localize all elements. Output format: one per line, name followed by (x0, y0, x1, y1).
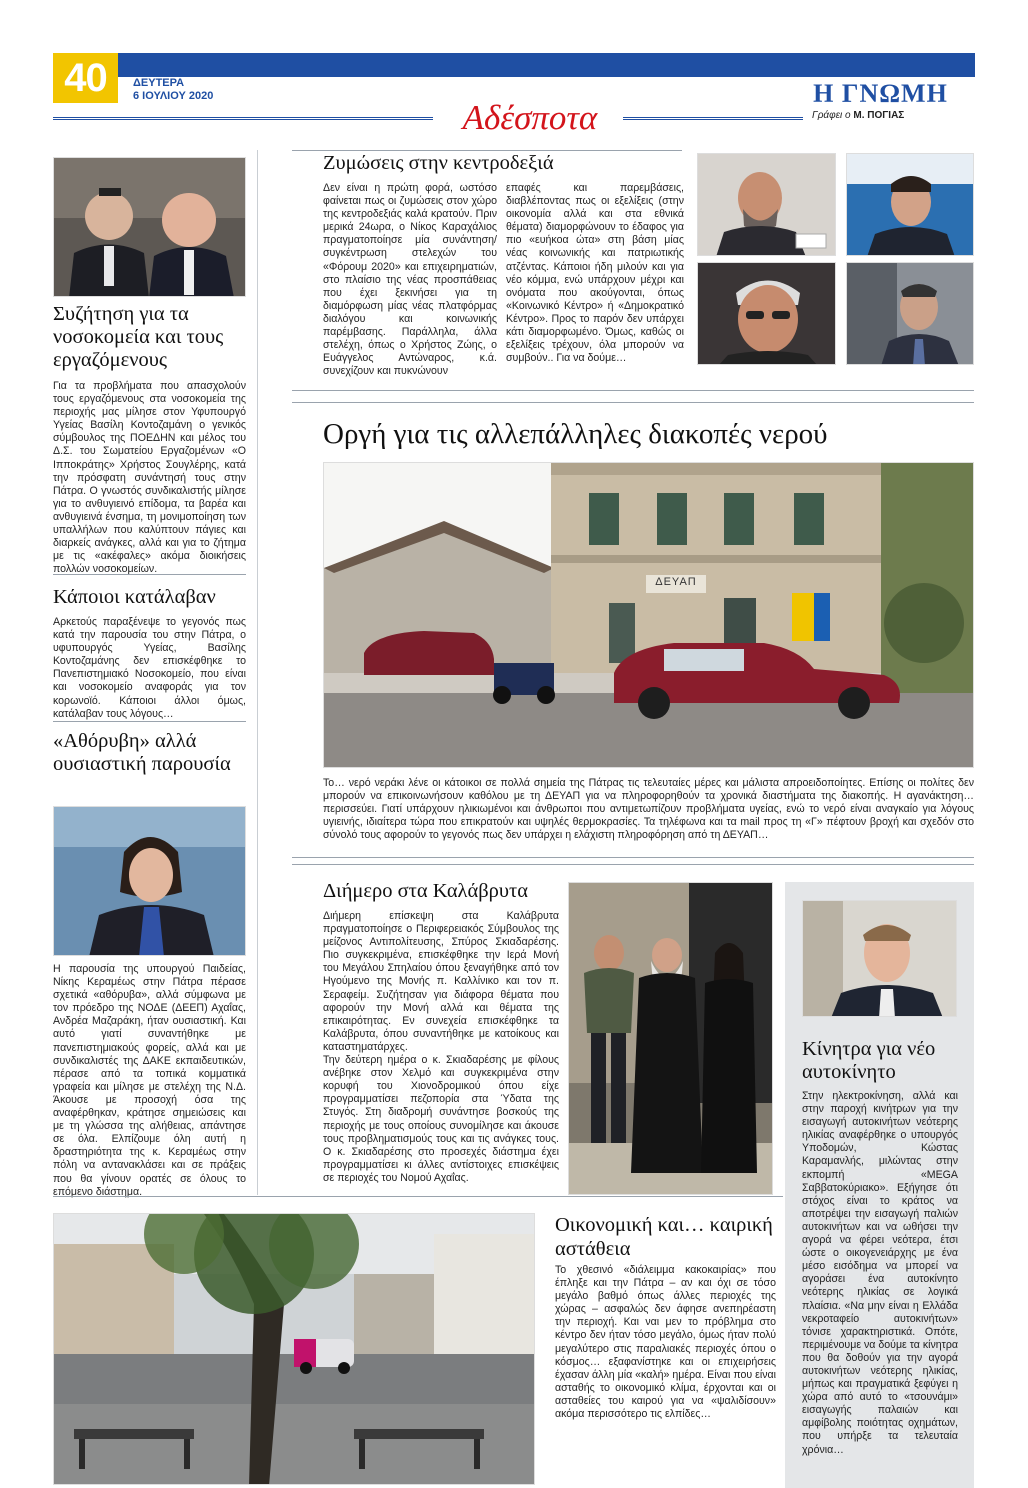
quiet-photo (53, 806, 246, 956)
person-photo-icon (803, 901, 957, 1017)
weather-body: Το χθεσινό «διάλειμμα κακοκαιρίας» που έπληξε και την Πάτρα – αν και όχι σε τόσο μεγάλο βαθμό όπως άλλες περιοχές της χώρας – ασφαλώς δεν άφησε ανεπηρέαστη την περιοχή. Και ναι μεν το πρόβλημα στο κέντρο δεν ήταν τόσο μεγάλο, όμως ήταν πολύ μεγαλύτερο στις παραλιακές περιοχές όπου ο κόσμος… εξαφανίστηκε και οι επιχειρήσεις έχασαν άλλη μία «καλή» ημέρα. Είναι που είναι ασταθής το οικονομικό κλίμα, έρχονται και οι ασταθείες του καιρού για να «ψαλιδίσουν» ακόμα περισσότερο τις ελπίδες… (555, 1264, 776, 1421)
person-photo-icon (54, 158, 246, 297)
person-photo-icon (569, 883, 773, 1195)
issue-date-text: 6 ΙΟΥΛΙΟΥ 2020 (133, 90, 214, 102)
header-rule-left (53, 117, 433, 120)
zymoseis-photo-3 (697, 262, 836, 365)
water-top-rule (292, 390, 974, 403)
car-title: Κίνητρα για νέο αυτοκίνητο (802, 1038, 936, 1083)
weather-title: Οικονομική και… καιρική αστάθεια (555, 1214, 773, 1260)
understood-title: Κάποιοι κατάλαβαν (53, 586, 216, 608)
zymoseis-title: Ζυμώσεις στην κεντροδεξιά (323, 152, 554, 174)
water-title: Οργή για τις αλλεπάλληλες διακοπές νερού (323, 418, 828, 450)
water-sign: ΔΕΥΑΠ (655, 576, 697, 588)
divider-left-1 (53, 574, 246, 575)
divider-left-2 (53, 721, 246, 722)
zymoseis-top-rule (292, 150, 682, 151)
zymoseis-col1: Δεν είναι η πρώτη φορά, ωστόσο φαίνεται πως οι ζυμώσεις στον χώρο της κεντροδεξιάς καλά κρατούν. Πριν μερικά 24ωρα, ο Νίκος Καραχάλιος πραγματοποίησε μία συνάντηση/συγκέντρωση στελεχών του «Φόρουμ 2020» και επιχειρηματιών, στο πλαίσιο της νέας προσπάθειας που έχει ξεκινήσει για τη διαμόρφωση μίας νέας πλατφόρμας διαλόγου και κοινωνικής παρέμβασης. Παράλληλα, άλλα στελέχη, όπως ο Χρήστος Ζώης, ο Ευάγγελος Αντώναρος, κ.ά. συνεχίζουν και πυκνώνουν (323, 182, 497, 378)
issue-date (133, 77, 213, 103)
water-photo (323, 462, 974, 768)
page-number: 40 (64, 55, 107, 100)
section-title: Αδέσποτα (462, 98, 598, 137)
street-photo-icon (54, 1214, 535, 1485)
zymoseis-photo-2 (846, 153, 974, 256)
kalavryta-title: Διήμερο στα Καλάβρυτα (323, 880, 529, 902)
header-blue-bar (53, 53, 975, 77)
byline-author: Μ. ΠΟΓΙΑΣ (853, 110, 905, 121)
understood-body: Αρκετούς παραξένεψε το γεγονός πως κατά την παρουσία του στην Πάτρα, ο υφυπουργός Υγείας, Βασίλης Κοντοζαμάνης δεν επισκέφθηκε το Πανεπιστημιακό Νοσοκομείο, που είναι και νοσοκομείο αναφοράς για τον κορωνοϊό. Κάποιοι άλλοι όμως, κατάλαβαν τους λόγους… (53, 616, 246, 720)
zymoseis-photo-4 (846, 262, 974, 365)
building-photo-icon (324, 463, 974, 768)
weather-top-rule (53, 1196, 783, 1197)
person-photo-icon (847, 263, 974, 365)
hospital-photo (53, 157, 246, 297)
person-photo-icon (847, 154, 974, 256)
quiet-body: Η παρουσία της υπουργού Παιδείας, Νίκης Κεραμέως στην Πάτρα πέρασε σχετικά «αθόρυβα», αλλά σύμφωνα με τον πρόεδρο της ΝΟΔΕ (ΔΕΕΠ) Αχαΐας, Ανδρέα Μαζαράκη, ήταν ουσιαστική. Και αυτό γιατί συναντήθηκε με πανεπιστημιακούς φορείς, αλλά και με συνδικαλιστές της ΔΑΚΕ εκπαιδευτικών, πέρασε από τα τοπικά κομματικά γραφεία και μίλησε με στελέχη της Ν.Δ. Άκουσε με προσοχή όσα της αναφέρθηκαν, κράτησε σημειώσεις και με τη γλώσσα της αλήθειας, απάντησε σε όλα. Ελπίζουμε όλη αυτή η δραστηριότητα της κ. Κεραμέως στην πόλη να αντανακλάσει και σε πράξεις που θα γίνουν ορατές σε όλους το επόμενο διάστημα. (53, 963, 246, 1198)
quiet-title: «Αθόρυβη» αλλά ουσιαστική παρουσία (53, 730, 231, 775)
zymoseis-photo-1 (697, 153, 836, 256)
water-body: Το… νερό νεράκι λένε οι κάτοικοι σε πολλά σημεία της Πάτρας τις τελευταίες μέρες και μάλιστα απροειδοποίητες. Επίσης οι πολίτες δεν μπορούν να επικοινωνήσουν καθόλου με τη ΔΕΥΑΠ για να πληροφορηθούν τα χρονικά διαστήματα της διακοπής. Η αγανάκτηση… περισσεύει. Γιατί υπάρχουν ηλικιωμένοι και άνθρωποι που αντιμετωπίζουν προβλήματα υγείας, ενώ το νερό είναι αναγκαίο για λόγους υγιεινής, ιδιαίτερα τώρα που επικρατούν και υψηλές θερμοκρασίες. Τα τηλέφωνα και τα mail προς τη «Γ» πέφτουν βροχή και σχεδόν στο σύνολό τους αφορούν το γεγονός πως δεν υπάρχει η ελάχιστη πληροφόρηση από τη ΔΕΥΑΠ… (323, 777, 974, 842)
car-photo (802, 900, 957, 1017)
byline-prefix: Γράφει ο (812, 110, 851, 121)
zymoseis-col2: επαφές και παρεμβάσεις, διαβλέποντας πως οι εξελίξεις (στην οικονομία αλλά και στα εθνικά θέματα) διαμορφώνουν το έδαφος για πιο «ευήκοα ώτα» στη βάση μίας νέας κοινωνικής και πατριωτικής ατζέντας. Κάποιοι ήδη μιλούν και για νέο κόμμα, ενώ υπάρχουν μέχρι και ονόματα που ακούγονται, όπως «Κοινωνικό Κέντρο» ή «Δημοκρατικό Κέντρο». Προς το παρόν δεν υπάρχει κάτι διαμορφωμένο. Όμως, καθώς οι εξελίξεις τρέχουν, όλα μπορούν να συμβούν.. Για να δούμε… (506, 182, 684, 365)
page-number-box (53, 53, 118, 103)
brand-box (808, 80, 953, 108)
hospital-title: Συζήτηση για τα νοσοκομεία και τους εργαζόμενους (53, 303, 224, 371)
kalavryta-body: Διήμερη επίσκεψη στα Καλάβρυτα πραγματοποίησε ο Περιφερειακός Σύμβουλος της μείζονος Αντιπολίτευσης, Σπύρος Σκιαδαρέσης. Πιο συγκεκριμένα, επισκέφθηκε την Ιερά Μονή του Μεγάλου Σπηλαίου όπου ξεναγήθηκε από τον Ηγούμενο της Μονής π. Καλλίνικο και τον π. Σεραφείμ. Συζήτησαν για διάφορα θέματα που αφορούν την Μονή αλλά και θέματα της επικαιρότητας. Εν συνεχεία επισκέφθηκε τα Καλάβρυτα, όπου συναντήθηκε με κατοίκους και καταστηματάρχες. Την δεύτερη ημέρα ο κ. Σκιαδαρέσης με φίλους ανέβηκε στον Χελμό και συγκεκριμένα στην κορυφή του Χιονοδρομικού όπου είχε προγραμματίσει πεζοπορία στα Ύδατα της Στυγός. Στη διαδρομή συνάντησε βοσκούς της περιοχής με τους οποίους συνομίλησε και άκουσε τους προβληματισμούς τους και τις ανάγκες τους. Ο κ. Σκιαδαρέσης στο προσεχές διάστημα έχει προγραμματίσει κι άλλες αντίστοιχες επισκέψεις σε περιοχές του Νομού Αχαΐας. (323, 910, 559, 1184)
person-photo-icon (698, 263, 836, 365)
person-photo-icon (698, 154, 836, 256)
hospital-body: Για τα προβλήματα που απασχολούν τους εργαζόμενους στα νοσοκομεία της περιοχής μας μίλησε στον Υφυπουργό Υγείας Βασίλη Κοντοζαμάνη ο γενικός σύμβουλος της ΠΟΕΔΗΝ και μέλος του Δ.Σ. του Σωματείου Εργαζομένων «Ο Ιπποκράτης» Χρήστος Σουγλέρης, κατά την πρόσφατη συνάντησή τους στην Πάτρα. Ο γνωστός συνδικαλιστής μίλησε για το ανθυγιεινό επίδομα, τα βαρέα και ανθυγιεινά ένσημα, τη μονιμοποίηση των υπαλλήλων που καλύπτουν πάγιες και διαρκείς ανάγκες, αλλά και για το ζήτημα με τις «ακέφαλες» ακόμα διοικήσεις πολλών νοσοκομείων. (53, 380, 246, 576)
issue-day: ΔΕΥΤΕΡΑ (133, 77, 185, 89)
column-rule-left (257, 150, 258, 1195)
byline (812, 110, 904, 121)
kalavryta-photo (568, 882, 773, 1195)
weather-photo (53, 1213, 535, 1485)
kalavryta-top-rule (292, 857, 974, 865)
brand-logo: Η ΓΝΩΜΗ (813, 79, 948, 108)
person-photo-icon (54, 807, 246, 956)
header-rule-right (623, 117, 803, 120)
car-body: Στην ηλεκτροκίνηση, αλλά και στην παροχή κινήτρων για την εισαγωγή αυτοκινήτων νεότερης ηλικίας αναφέρθηκε ο υπουργός Υποδομών, Κώστας Καραμανλής, μιλώντας στην εκπομπή «MEGA Σαββατοκύριακο». Εξήγησε ότι στόχος είναι το κράτος να αποτρέψει την εισαγωγή παλιών αυτοκινήτων και να ωθήσει την αγορά να φέρει νεότερα, έτσι ώστε ο οικογενειάρχης με ένα μέσο εισόδημα να μπορεί να αγοράσει ένα αυτοκίνητο νεότερης ηλικίας σε λογικά πλαίσια. «Να μην είναι η Ελλάδα νεκροταφείο αυτοκινήτων» τόνισε χαρακτηριστικά. Οπότε, περιμένουμε να δούμε τα κίνητρα που θα δοθούν για την αγορά αυτοκινήτων νεότερης ηλικίας, μήπως και πραγματικά ξεφύγει η χώρα από αυτό το «τσουνάμι» εισαγωγής παλαιών και αμφίβολης ποιότητας οχημάτων, που υπήρξε τα τελευταία χρόνια… (802, 1090, 958, 1456)
